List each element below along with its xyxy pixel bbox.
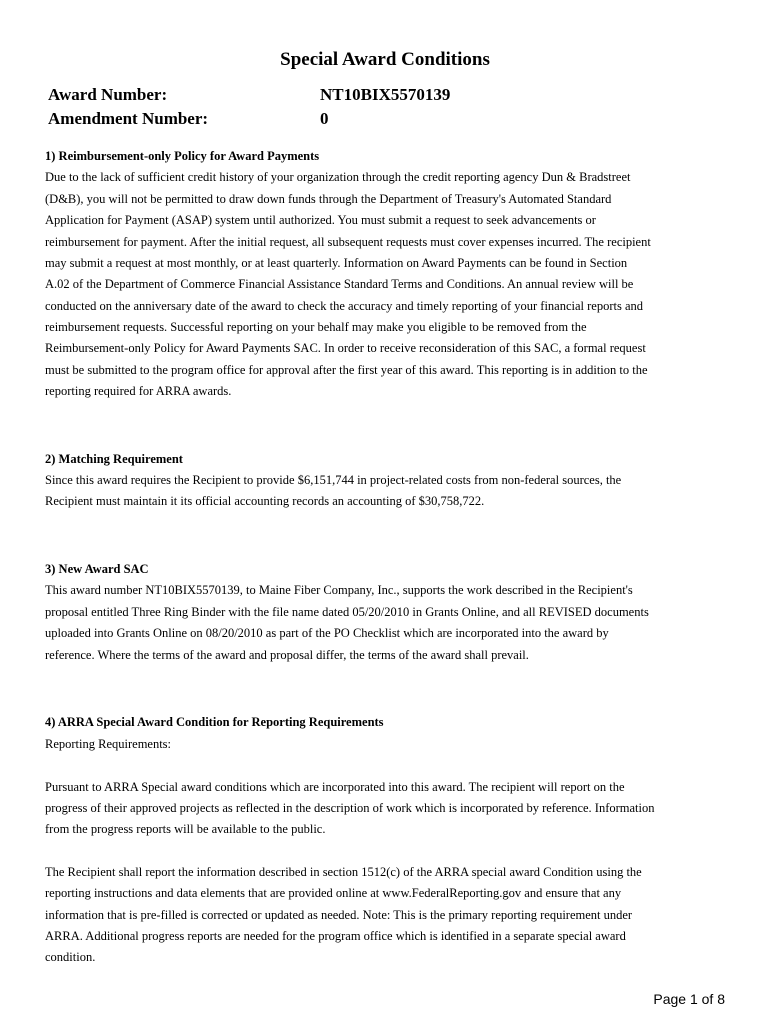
section-4-line: condition. <box>45 950 96 964</box>
section-1-heading: 1) Reimbursement-only Policy for Award Payments <box>45 149 320 163</box>
section-4-line: The Recipient shall report the information described in section 1512(c) of the ARRA special award Condition using the <box>45 865 642 879</box>
section-3-line: uploaded into Grants Online on 08/20/2010 as part of the PO Checklist which are incorporated into the award by <box>45 626 609 640</box>
section-2-line: Since this award requires the Recipient to provide $6,151,744 in project-related costs from non-federal sources, the <box>45 473 622 487</box>
section-4-line: progress of their approved projects as reflected in the description of work which is incorporated by reference. Information <box>45 801 655 815</box>
section-1-line: Due to the lack of sufficient credit history of your organization through the credit reporting agency Dun & Bradstreet <box>45 170 631 184</box>
section-4-line: Pursuant to ARRA Special award conditions which are incorporated into this award. The recipient will report on the <box>45 780 625 794</box>
section-1-line: (D&B), you will not be permitted to draw down funds through the Department of Treasury's Automated Standard <box>45 192 612 206</box>
section-4-line: from the progress reports will be available to the public. <box>45 822 326 836</box>
section-1-line: may submit a request at most monthly, or at least quarterly. Information on Award Payments can be found in Section <box>45 256 628 270</box>
award-number-label: Award Number: <box>48 85 168 104</box>
section-3-heading: 3) New Award SAC <box>45 562 149 576</box>
section-3-line: This award number NT10BIX5570139, to Maine Fiber Company, Inc., supports the work described in the Recipient's <box>45 583 633 597</box>
section-3-line: proposal entitled Three Ring Binder with the file name dated 05/20/2010 in Grants Online, and all REVISED documents <box>45 605 649 619</box>
page-title: Special Award Conditions <box>280 49 490 70</box>
section-4-line: reporting instructions and data elements that are provided online at www.FederalReporting.gov and ensure that any <box>45 886 622 900</box>
section-1-line: conducted on the anniversary date of the award to check the accuracy and timely reporting of your financial reports and <box>45 299 644 313</box>
section-4-line: information that is pre-filled is corrected or updated as needed. Note: This is the primary reporting requirement under <box>45 908 633 922</box>
section-1-line: reimbursement requests. Successful reporting on your behalf may make you eligible to be removed from the <box>45 320 587 334</box>
section-1-line: Reimbursement-only Policy for Award Payments SAC. In order to receive reconsideration of this SAC, a formal request <box>45 341 646 355</box>
amendment-number-label: Amendment Number: <box>48 109 209 128</box>
section-1-line: A.02 of the Department of Commerce Financial Assistance Standard Terms and Conditions. An annual review will be <box>45 277 634 291</box>
section-4-heading: 4) ARRA Special Award Condition for Reporting Requirements <box>45 715 384 729</box>
section-3-line: reference. Where the terms of the award and proposal differ, the terms of the award shall prevail. <box>45 648 529 662</box>
section-1-line: reimbursement for payment. After the initial request, all subsequent requests must cover expenses incurred. The recipient <box>45 235 651 249</box>
award-number-value: NT10BIX5570139 <box>320 85 451 104</box>
section-1-line: Application for Payment (ASAP) system until authorized. You must submit a request to seek advancements or <box>45 213 596 227</box>
section-2-line: Recipient must maintain it its official accounting records an accounting of $30,758,722. <box>45 494 485 508</box>
section-2-heading: 2) Matching Requirement <box>45 452 183 466</box>
amendment-number-value: 0 <box>320 109 329 128</box>
section-1-line: must be submitted to the program office for approval after the first year of this award. This reporting is in addition to the <box>45 363 648 377</box>
section-4-line: Reporting Requirements: <box>45 737 172 751</box>
section-1-line: reporting required for ARRA awards. <box>45 384 232 398</box>
section-4-line: ARRA. Additional progress reports are needed for the program office which is identified in a separate special award <box>45 929 626 943</box>
page-number: Page 1 of 8 <box>653 991 725 1007</box>
